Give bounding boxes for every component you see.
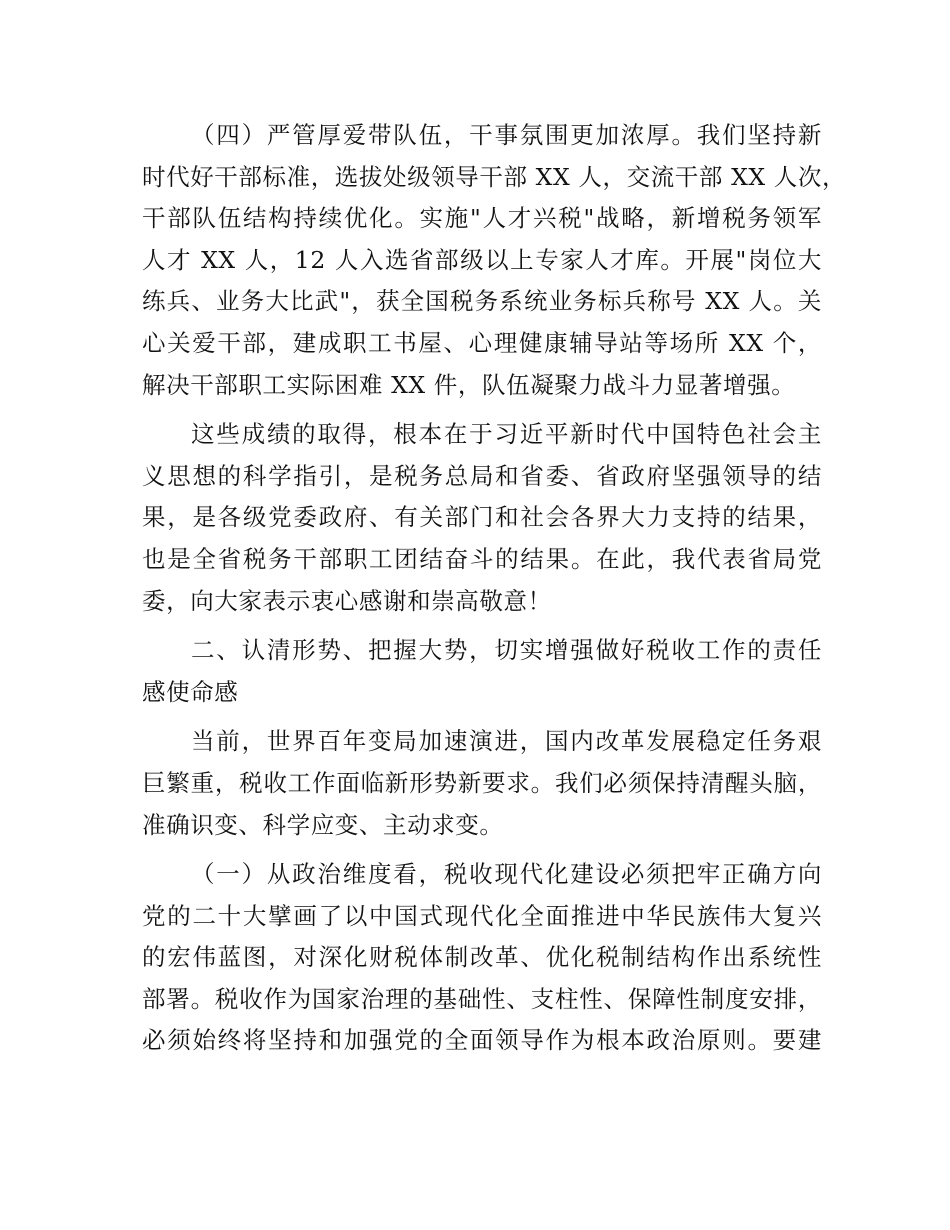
text-line: 感使命感 [142, 677, 239, 706]
text-line: 准确识变、科学应变、主动求变。 [142, 810, 504, 839]
text-line: 解决干部职工实际困难 XX 件，队伍凝聚力战斗力显著增强。 [142, 370, 796, 399]
text-line: 当前，世界百年变局加速演进，国内改革发展稳定任务艰 [191, 727, 822, 756]
text-line: 部署。税收作为国家治理的基础性、支柱性、保障性制度安排， [142, 984, 822, 1013]
text-line: 委，向大家表示衷心感谢和崇高敬意！ [142, 586, 552, 615]
text-line: 的宏伟蓝图，对深化财税体制改革、优化税制结构作出系统性 [142, 943, 822, 972]
text-line: 这些成绩的取得，根本在于习近平新时代中国特色社会主 [191, 420, 822, 449]
text-line: 也是全省税务干部职工团结奋斗的结果。在此，我代表省局党 [142, 544, 822, 573]
section-heading-two [142, 630, 822, 713]
text-line: 时代好干部标准，选拔处级领导干部 XX 人，交流干部 XX 人次， [142, 162, 847, 191]
text-line: 巨繁重，税收工作面临新形势新要求。我们必须保持清醒头脑， [142, 768, 822, 797]
text-line: 人才 XX 人，12 人入选省部级以上专家人才库。开展"岗位大 [142, 245, 822, 274]
text-line: （四）严管厚爱带队伍，干事氛围更加浓厚。我们坚持新 [191, 121, 822, 149]
paragraph-political-dimension [142, 854, 822, 1062]
text-line: 必须始终将坚持和加强党的全面领导作为根本政治原则。要建 [142, 1026, 822, 1055]
paragraph-situation [142, 721, 822, 846]
text-line: 心关爱干部，建成职工书屋、心理健康辅导站等场所 XX 个， [142, 328, 822, 357]
paragraph-cadre-team [142, 115, 847, 406]
paragraph-achievements [142, 414, 822, 622]
text-line: 二、认清形势、把握大势，切实增强做好税收工作的责任 [191, 636, 822, 665]
text-line: 党的二十大擘画了以中国式现代化全面推进中华民族伟大复兴 [142, 901, 822, 930]
text-line: 果，是各级党委政府、有关部门和社会各界大力支持的结果， [142, 503, 822, 532]
text-line: （一）从政治维度看，税收现代化建设必须把牢正确方向 [191, 860, 822, 889]
text-line: 干部队伍结构持续优化。实施"人才兴税"战略，新增税务领军 [142, 204, 822, 233]
text-line: 义思想的科学指引，是税务总局和省委、省政府坚强领导的结 [142, 461, 822, 490]
document-body [142, 115, 847, 1070]
text-line: 练兵、业务大比武"，获全国税务系统业务标兵称号 XX 人。关 [142, 287, 822, 316]
